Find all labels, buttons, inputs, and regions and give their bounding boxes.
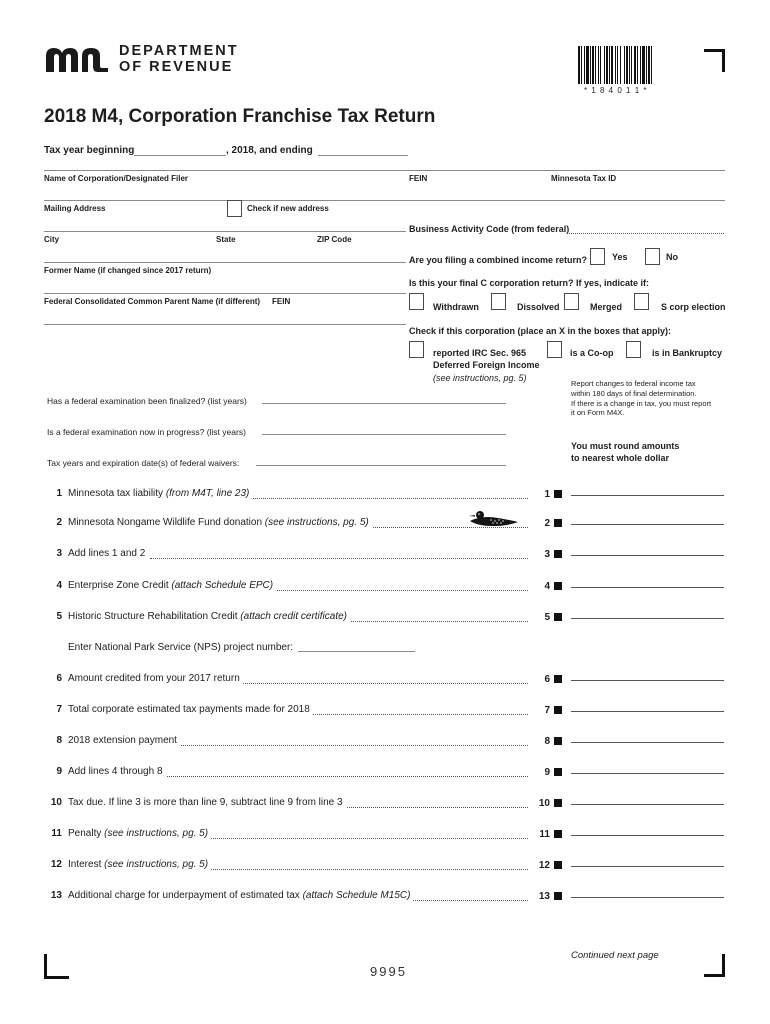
- line-note: (see instructions, pg. 5): [264, 517, 369, 528]
- barcode-text: * 1 8 4 0 1 1 *: [584, 86, 648, 95]
- line-number: 6: [56, 673, 62, 684]
- barcode-bar: [600, 46, 601, 84]
- page-title: 2018 M4, Corporation Franchise Tax Return: [44, 106, 436, 127]
- line-amount-field[interactable]: [571, 866, 724, 867]
- line-marker-square: [554, 706, 562, 714]
- line-box-number: 6: [544, 674, 550, 685]
- mn-tax-id-label: Minnesota Tax ID: [551, 174, 617, 183]
- parent-name-field[interactable]: [44, 293, 406, 294]
- combined-yes-label: Yes: [612, 252, 628, 262]
- line-number: 4: [56, 580, 62, 591]
- barcode-bar: [624, 46, 625, 84]
- line-description: [68, 673, 243, 684]
- corner-mark-bottom-right: [704, 954, 725, 977]
- exam-finalized-field[interactable]: [262, 403, 506, 404]
- line-number: 8: [56, 735, 62, 746]
- barcode-bar: [615, 46, 616, 84]
- parent-extra-field[interactable]: [44, 324, 406, 325]
- nps-label: Enter National Park Service (NPS) project number:: [68, 642, 294, 653]
- barcode-bar: [611, 46, 613, 84]
- exam-progress-field[interactable]: [262, 434, 506, 435]
- line-description: [68, 797, 346, 808]
- leader-dots: [150, 745, 528, 746]
- line-number: 11: [51, 828, 62, 839]
- barcode-bar: [595, 46, 596, 84]
- line-text: Total corporate estimated tax payments made for 2018: [68, 704, 310, 715]
- waivers-field[interactable]: [256, 465, 506, 466]
- report-note: [571, 379, 711, 418]
- continued-label: Continued next page: [571, 950, 659, 961]
- scorp-checkbox[interactable]: [634, 293, 649, 310]
- barcode-bar: [606, 46, 608, 84]
- line-amount-field[interactable]: [571, 773, 724, 774]
- state-label: State: [216, 235, 236, 244]
- line-marker-square: [554, 861, 562, 869]
- line-box-number: 7: [544, 705, 550, 716]
- city-label: City: [44, 235, 60, 244]
- barcode-bar: [598, 46, 599, 84]
- new-address-label: Check if new address: [247, 204, 329, 213]
- line-box-number: 11: [539, 829, 550, 840]
- corp-name-label: Name of Corporation/Designated Filer: [44, 174, 189, 183]
- line-note: (attach Schedule EPC): [171, 580, 274, 591]
- line-text: Minnesota Nongame Wildlife Fund donation: [68, 517, 265, 528]
- dept-line2: OF REVENUE: [119, 59, 234, 75]
- line-number: 12: [50, 859, 62, 870]
- leader-dots: [150, 558, 528, 559]
- exam-finalized-label: Has a federal examination been finalized? (list years): [47, 396, 247, 406]
- line-marker-square: [554, 830, 562, 838]
- line-box-number: 3: [544, 549, 550, 560]
- city-field[interactable]: [44, 231, 406, 232]
- parent-fein-label: FEIN: [272, 297, 291, 306]
- final-return-question: Is this your final C corporation return? If yes, indicate if:: [409, 278, 650, 288]
- line-note: (from M4T, line 23): [165, 488, 250, 499]
- dept-line1: DEPARTMENT: [119, 43, 239, 59]
- line-description: [68, 517, 372, 528]
- line-note: (see instructions, pg. 5): [104, 859, 209, 870]
- corner-mark-top-right: [704, 49, 725, 72]
- round-note-line: to nearest whole dollar: [571, 453, 670, 463]
- line-note: (see instructions, pg. 5): [104, 828, 209, 839]
- line-note: (attach Schedule M15C): [302, 890, 411, 901]
- line-number: 1: [56, 488, 62, 499]
- zip-label: ZIP Code: [317, 235, 352, 244]
- line-text: Additional charge for underpayment of estimated tax: [68, 890, 303, 901]
- line-amount-field[interactable]: [571, 742, 724, 743]
- coop-checkbox[interactable]: [547, 341, 562, 358]
- line-amount-field[interactable]: [571, 835, 724, 836]
- line-description: [68, 704, 313, 715]
- report-note-line: If there is a change in tax, you must report: [571, 398, 712, 408]
- line-description: [68, 859, 211, 870]
- line-text: 2018 extension payment: [68, 735, 177, 746]
- line-description: [68, 611, 350, 622]
- barcode-bar: [642, 46, 645, 84]
- line-number: 13: [50, 890, 62, 901]
- line-marker-square: [554, 675, 562, 683]
- barcode-bar: [634, 46, 636, 84]
- line-amount-field[interactable]: [571, 495, 724, 496]
- line-box-number: 10: [538, 798, 550, 809]
- business-activity-field[interactable]: [567, 233, 724, 234]
- line-box-number: 4: [544, 581, 550, 592]
- withdrawn-checkbox[interactable]: [409, 293, 424, 310]
- line-marker-square: [554, 737, 562, 745]
- line-box-number: 12: [538, 860, 550, 871]
- line-text: Add lines 4 through 8: [68, 766, 163, 777]
- line-text: Historic Structure Rehabilitation Credit: [68, 611, 241, 622]
- line-amount-field[interactable]: [571, 555, 724, 556]
- barcode-bar: [584, 46, 585, 84]
- new-address-checkbox[interactable]: [227, 200, 242, 217]
- irc965-label-2: Deferred Foreign Income: [433, 360, 540, 370]
- line-text: Tax due. If line 3 is more than line 9, subtract line 9 from line 3: [68, 797, 343, 808]
- irc965-label-3: (see instructions, pg. 5): [433, 373, 527, 383]
- mailing-address-field[interactable]: [44, 200, 725, 201]
- line-amount-field[interactable]: [571, 587, 724, 588]
- report-note-line: within 180 days of final determination.: [571, 388, 697, 398]
- dissolved-label: Dissolved: [517, 302, 560, 312]
- line-amount-field[interactable]: [571, 618, 724, 619]
- exam-progress-label: Is a federal examination now in progress? (list years): [47, 427, 246, 437]
- line-text: Interest: [68, 859, 105, 870]
- line-text: Minnesota tax liability: [68, 488, 166, 499]
- nps-field[interactable]: [298, 651, 415, 652]
- line-marker-square: [554, 799, 562, 807]
- barcode-bar: [626, 46, 628, 84]
- line-note: (attach credit certificate): [240, 611, 348, 622]
- line-marker-square: [554, 768, 562, 776]
- round-note: [571, 440, 679, 464]
- tax-year-beginning-field[interactable]: [134, 155, 226, 156]
- former-name-label: Former Name (if changed since 2017 return): [44, 266, 212, 275]
- merged-checkbox[interactable]: [564, 293, 579, 310]
- withdrawn-label: Withdrawn: [433, 302, 479, 312]
- line-box-number: 5: [544, 612, 550, 623]
- line-amount-field[interactable]: [571, 711, 724, 712]
- round-note-line: You must round amounts: [571, 441, 680, 451]
- line-number: 9: [56, 766, 62, 777]
- line-marker-square: [554, 519, 562, 527]
- tax-year-middle-label: , 2018, and ending: [226, 145, 313, 156]
- fein-label: FEIN: [409, 174, 428, 183]
- line-description: [68, 890, 413, 901]
- combined-return-question: Are you filing a combined income return?: [409, 255, 588, 265]
- former-name-field[interactable]: [44, 262, 406, 263]
- parent-name-label: Federal Consolidated Common Parent Name (if different): [44, 297, 261, 306]
- barcode-bar: [646, 46, 647, 84]
- line-description: [68, 828, 211, 839]
- barcode-bar: [640, 46, 641, 84]
- barcode-bar: [631, 46, 632, 84]
- report-note-line: it on Form M4X.: [571, 408, 625, 418]
- check-corp-label: Check if this corporation (place an X in the boxes that apply):: [409, 326, 672, 336]
- barcode-bar: [609, 46, 610, 84]
- line-box-number: 2: [544, 518, 550, 529]
- barcode-bar: [586, 46, 589, 84]
- mailing-address-label: Mailing Address: [44, 204, 106, 213]
- corp-name-field[interactable]: [44, 170, 725, 171]
- report-note-line: Report changes to federal income tax: [571, 379, 696, 388]
- line-amount-field[interactable]: [571, 897, 724, 898]
- tax-year-ending-field[interactable]: [318, 155, 408, 156]
- line-number: 2: [56, 517, 62, 528]
- corner-mark-bottom-left: [44, 954, 69, 979]
- irc965-checkbox[interactable]: [409, 341, 424, 358]
- line-description: [68, 735, 180, 746]
- combined-no-checkbox[interactable]: [645, 248, 660, 265]
- line-amount-field[interactable]: [571, 804, 724, 805]
- line-text: Amount credited from your 2017 return: [68, 673, 240, 684]
- line-amount-field[interactable]: [571, 680, 724, 681]
- barcode-bar: [620, 46, 621, 84]
- combined-no-label: No: [666, 252, 678, 262]
- merged-label: Merged: [590, 302, 623, 312]
- line-marker-square: [554, 490, 562, 498]
- line-marker-square: [554, 582, 562, 590]
- barcode-bar: [604, 46, 605, 84]
- line-description: [68, 766, 166, 777]
- barcode-bar: [581, 46, 582, 84]
- line-marker-square: [554, 550, 562, 558]
- line-box-number: 8: [544, 736, 550, 747]
- line-number: 5: [56, 611, 62, 622]
- line-amount-field[interactable]: [571, 524, 724, 525]
- line-text: Enterprise Zone Credit: [68, 580, 172, 591]
- scorp-label: S corp election: [661, 302, 726, 312]
- line-box-number: 13: [538, 891, 550, 902]
- page-code: 9995: [370, 964, 407, 979]
- barcode-bar: [651, 46, 652, 84]
- line-box-number: 1: [544, 489, 550, 500]
- barcode-bar: [617, 46, 618, 84]
- line-description: [68, 548, 148, 559]
- barcode-bar: [629, 46, 630, 84]
- line-text: Penalty: [68, 828, 105, 839]
- line-number: 10: [50, 797, 62, 808]
- business-activity-label: Business Activity Code (from federal): [409, 224, 570, 234]
- irc965-label-1: reported IRC Sec. 965: [433, 348, 527, 358]
- line-marker-square: [554, 892, 562, 900]
- waivers-label: Tax years and expiration date(s) of federal waivers:: [47, 458, 240, 468]
- barcode: [578, 46, 682, 86]
- line-number: 7: [56, 704, 62, 715]
- leader-dots: [150, 776, 528, 777]
- barcode-bar: [648, 46, 650, 84]
- line-box-number: 9: [544, 767, 550, 778]
- coop-label: is a Co-op: [570, 348, 614, 358]
- bankruptcy-label: is in Bankruptcy: [652, 348, 723, 358]
- dissolved-checkbox[interactable]: [491, 293, 506, 310]
- loon-icon: [468, 508, 520, 528]
- barcode-bar: [590, 46, 591, 84]
- barcode-bar: [637, 46, 638, 84]
- combined-yes-checkbox[interactable]: [590, 248, 605, 265]
- line-description: [68, 488, 252, 499]
- barcode-bar: [592, 46, 594, 84]
- line-description: [68, 580, 276, 591]
- line-text: Add lines 1 and 2: [68, 548, 146, 559]
- line-number: 3: [56, 548, 62, 559]
- tax-year-beginning-label: Tax year beginning: [44, 145, 135, 156]
- bankruptcy-checkbox[interactable]: [626, 341, 641, 358]
- line-marker-square: [554, 613, 562, 621]
- mn-logo: [44, 44, 110, 74]
- barcode-bar: [578, 46, 580, 84]
